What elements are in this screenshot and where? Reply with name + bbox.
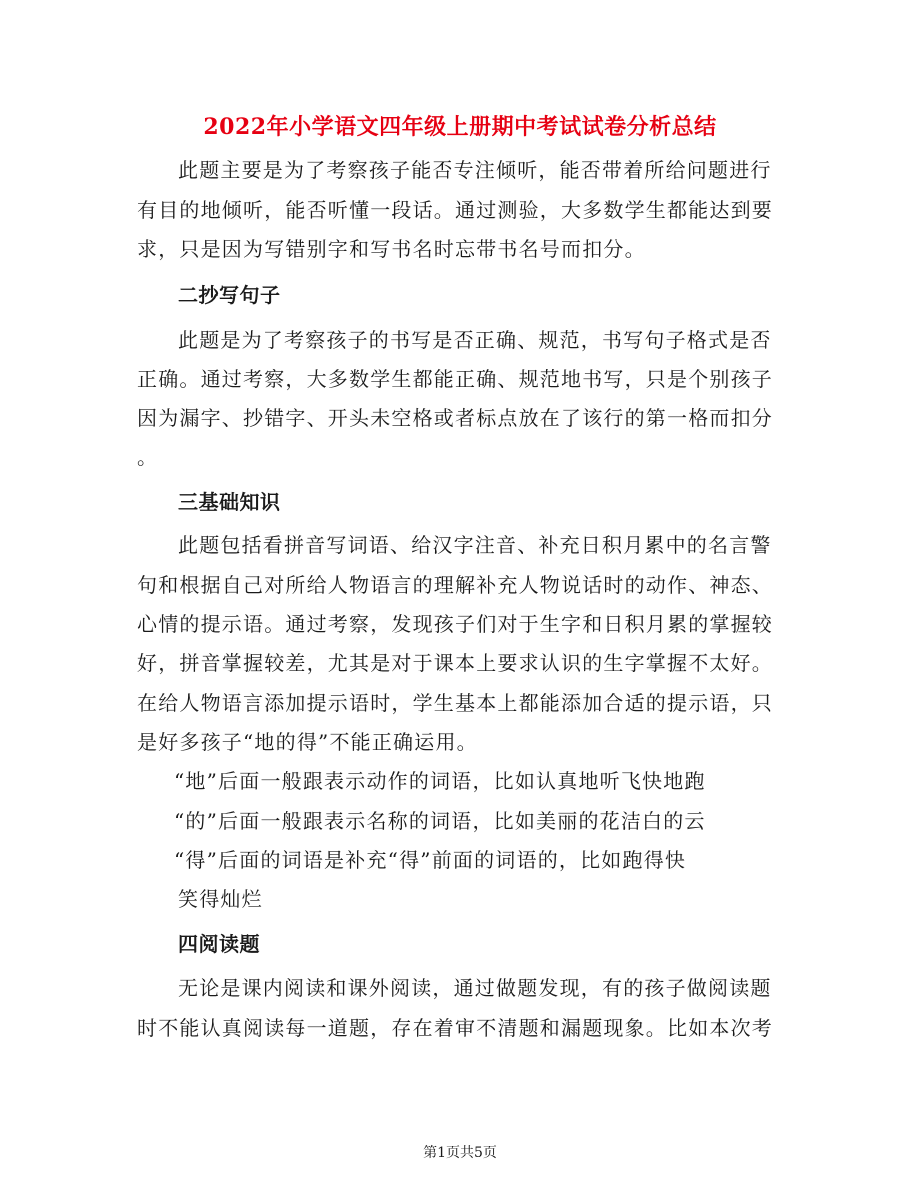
paragraph-line: 好，拼音掌握较差，尤其是对于课本上要求认识的生字掌握不太好。 <box>137 651 773 675</box>
paragraph-line: 此题主要是为了考察孩子能否专注倾听，能否带着所给问题进行 <box>178 158 772 182</box>
paragraph-line: 无论是课内阅读和课外阅读，通过做题发现，有的孩子做阅读题 <box>178 976 772 1000</box>
paragraph-line: 。 <box>137 445 159 469</box>
paragraph-line: 在给人物语言添加提示语时，学生基本上都能添加合适的提示语，只 <box>137 691 773 715</box>
section-heading: 三基础知识 <box>178 490 281 514</box>
document-title: 2022年小学语文四年级上册期中考试试卷分析总结 <box>203 114 717 140</box>
paragraph-line: 是好多孩子“地的得”不能正确运用。 <box>137 730 478 754</box>
paragraph-line: “的”后面一般跟表示名称的词语，比如美丽的花洁白的云 <box>174 809 706 833</box>
paragraph-line: “地”后面一般跟表示动作的词语，比如认真地听飞快地跑 <box>174 769 706 793</box>
section-heading: 二抄写句子 <box>178 283 281 307</box>
paragraph-line: 笑得灿烂 <box>178 887 263 911</box>
paragraph-line: 有目的地倾听，能否听懂一段话。通过测验，大多数学生都能达到要 <box>137 198 773 222</box>
paragraph-line: 因为漏字、抄错字、开头未空格或者标点放在了该行的第一格而扣分 <box>137 406 773 430</box>
paragraph-line: 此题包括看拼音写词语、给汉字注音、补充日积月累中的名言警 <box>178 533 772 557</box>
paragraph-line: 正确。通过考察，大多数学生都能正确、规范地书写，只是个别孩子 <box>137 367 773 391</box>
paragraph-line: 句和根据自己对所给人物语言的理解补充人物说话时的动作、神态、 <box>137 573 773 597</box>
page-number-footer: 第1页共5页 <box>423 1145 497 1161</box>
section-heading: 四阅读题 <box>178 932 260 956</box>
paragraph-line: 时不能认真阅读每一道题，存在着审不清题和漏题现象。比如本次考 <box>137 1016 773 1040</box>
paragraph-line: “得”后面的词语是补充“得”前面的词语的，比如跑得快 <box>174 848 687 872</box>
paragraph-line: 心情的提示语。通过考察，发现孩子们对于生字和日积月累的掌握较 <box>137 612 773 636</box>
paragraph-line: 此题是为了考察孩子的书写是否正确、规范，书写句子格式是否 <box>178 328 772 352</box>
paragraph-line: 求，只是因为写错别字和写书名时忘带书名号而扣分。 <box>137 237 646 261</box>
